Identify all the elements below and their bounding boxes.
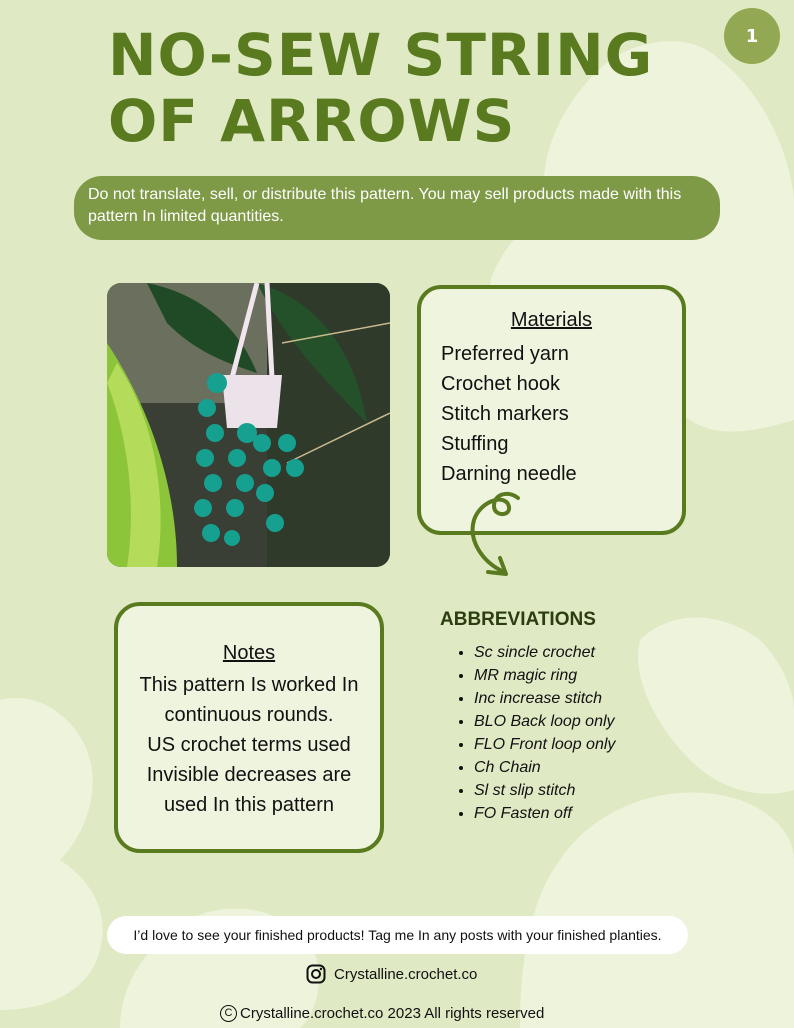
abbreviation-item: • Sc sincle crochet <box>474 641 615 664</box>
materials-heading: Materials <box>510 309 593 331</box>
notes-line: Invisible decreases are <box>146 764 352 786</box>
product-photo <box>107 283 390 567</box>
materials-item: Stuffing <box>441 433 509 455</box>
tag-message-banner: I’d love to see your finished products! Tag me In any posts with your finished planties. <box>107 916 688 954</box>
notes-body <box>118 670 380 820</box>
abbreviation-item: • Ch Chain <box>474 756 615 779</box>
copyright-line <box>220 1002 544 1024</box>
materials-box <box>417 285 686 535</box>
notes-line: This pattern Is worked In <box>139 674 359 696</box>
title-line-2: OF ARROWS <box>108 87 516 155</box>
copyright-icon: C <box>220 1005 237 1022</box>
abbreviation-item: • Sl st slip stitch <box>474 779 615 802</box>
abbreviation-item: • Inc increase stitch <box>474 687 615 710</box>
page-number-badge: 1 <box>724 8 780 64</box>
materials-item: Darning needle <box>441 463 577 485</box>
abbreviation-item: • MR magic ring <box>474 664 615 687</box>
materials-list <box>441 339 577 489</box>
disclaimer-banner: Do not translate, sell, or distribute this pattern. You may sell products made with this pattern In limited quantities. <box>74 176 720 240</box>
page-title <box>108 22 668 154</box>
abbreviation-item: • BLO Back loop only <box>474 710 615 733</box>
instagram-icon <box>306 964 326 984</box>
instagram-handle-row <box>306 962 477 986</box>
abbreviations-heading: ABBREVIATIONS <box>440 609 596 630</box>
title-line-1: NO-SEW STRING <box>108 21 654 89</box>
abbreviation-item: • FLO Front loop only <box>474 733 615 756</box>
abbreviations-list <box>456 641 615 825</box>
notes-heading: Notes <box>222 642 276 664</box>
notes-box <box>114 602 384 853</box>
notes-line: used In this pattern <box>163 794 335 816</box>
materials-item: Crochet hook <box>441 373 560 395</box>
notes-line: continuous rounds. <box>164 704 334 726</box>
instagram-handle: Crystalline.crochet.co <box>334 965 478 983</box>
curly-arrow-icon <box>460 488 530 584</box>
copyright-text: Crystalline.crochet.co 2023 All rights reserved <box>240 1004 545 1022</box>
abbreviation-item: • FO Fasten off <box>474 802 615 825</box>
materials-item: Stitch markers <box>441 403 569 425</box>
materials-item: Preferred yarn <box>441 343 569 365</box>
notes-line: US crochet terms used <box>147 734 351 756</box>
